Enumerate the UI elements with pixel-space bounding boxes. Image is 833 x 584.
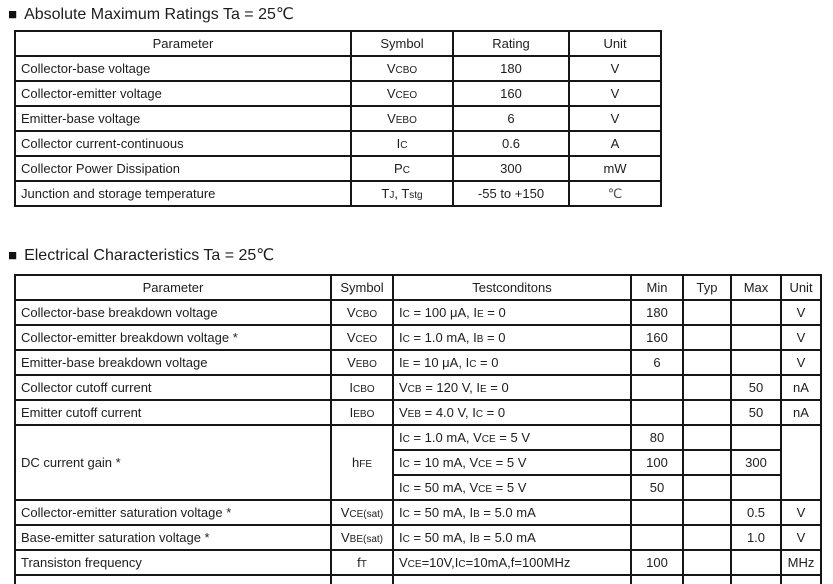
min-cell (631, 525, 683, 550)
symbol-cell: VBE(sat) (331, 525, 393, 550)
typ-cell (683, 375, 731, 400)
parameter-cell: Collector-emitter saturation voltage * (15, 500, 331, 525)
max-cell (731, 325, 781, 350)
section-title-electrical-characteristics (8, 245, 274, 265)
table-header-row (15, 31, 661, 56)
col-header-parameter: Parameter (15, 31, 351, 56)
parameter-cell: Junction and storage temperature (15, 181, 351, 206)
min-cell (631, 575, 683, 584)
table-row (15, 56, 661, 81)
rating-cell: -55 to +150 (453, 181, 569, 206)
unit-cell: V (781, 350, 821, 375)
unit-cell (781, 575, 821, 584)
unit-cell: A (569, 131, 661, 156)
symbol-cell: hFE (331, 425, 393, 500)
unit-cell: V (781, 525, 821, 550)
table-row (15, 106, 661, 131)
symbol-cell: VCE(sat) (331, 500, 393, 525)
symbol-cell: IC (351, 131, 453, 156)
table-row (15, 300, 821, 325)
min-cell: 50 (631, 475, 683, 500)
parameter-cell: Emitter-base voltage (15, 106, 351, 131)
symbol-cell: VCBO (331, 300, 393, 325)
typ-cell (683, 300, 731, 325)
parameter-cell: Collector-emitter voltage (15, 81, 351, 106)
table-row (15, 156, 661, 181)
unit-cell: V (569, 56, 661, 81)
unit-cell: MHz (781, 550, 821, 575)
table-row (15, 550, 821, 575)
min-cell (631, 375, 683, 400)
typ-cell (683, 500, 731, 525)
section-marker-icon: ■ (8, 5, 18, 23)
col-header-testconditions: Testconditons (393, 275, 631, 300)
rating-cell: 180 (453, 56, 569, 81)
table-row (15, 400, 821, 425)
max-cell: 50 (731, 375, 781, 400)
electrical-characteristics-table (14, 274, 822, 584)
table-row (15, 81, 661, 106)
unit-cell: mW (569, 156, 661, 181)
col-header-symbol: Symbol (331, 275, 393, 300)
min-cell: 6 (631, 350, 683, 375)
unit-cell: V (781, 325, 821, 350)
abs-max-ratings-table (14, 30, 662, 207)
rating-cell: 6 (453, 106, 569, 131)
parameter-cell: Collector-base voltage (15, 56, 351, 81)
testcond-cell: IC = 1.0 mA, VCE = 5 V (393, 425, 631, 450)
table-row (15, 500, 821, 525)
parameter-cell: Collector Power Dissipation (15, 156, 351, 181)
max-cell (731, 300, 781, 325)
symbol-cell: VEBO (351, 106, 453, 131)
testcond-cell: IC = 100 μA, IE = 0 (393, 300, 631, 325)
unit-cell: nA (781, 400, 821, 425)
max-cell: 300 (731, 450, 781, 475)
max-cell (731, 425, 781, 450)
typ-cell (683, 450, 731, 475)
col-header-parameter: Parameter (15, 275, 331, 300)
max-cell (731, 550, 781, 575)
symbol-cell: VCEO (331, 325, 393, 350)
symbol-cell (331, 575, 393, 584)
max-cell (731, 475, 781, 500)
testcond-cell: IC = 50 mA, IB = 5.0 mA (393, 500, 631, 525)
typ-cell (683, 575, 731, 584)
section-marker-icon: ■ (8, 246, 18, 264)
unit-cell (781, 425, 821, 500)
table-row (15, 425, 821, 450)
table-row (15, 525, 821, 550)
typ-cell (683, 425, 731, 450)
testcond-cell: IC = 50 mA, VCE = 5 V (393, 475, 631, 500)
unit-cell: V (781, 300, 821, 325)
parameter-cell: Emitter-base breakdown voltage (15, 350, 331, 375)
max-cell (731, 575, 781, 584)
section-title-text: Absolute Maximum Ratings Ta = 25℃ (24, 6, 294, 23)
testcond-cell: VCB = 120 V, IE = 0 (393, 375, 631, 400)
symbol-cell: VEBO (331, 350, 393, 375)
table-row (15, 375, 821, 400)
testcond-cell: VEB = 4.0 V, IC = 0 (393, 400, 631, 425)
table-row (15, 131, 661, 156)
unit-cell: V (569, 106, 661, 131)
rating-cell: 160 (453, 81, 569, 106)
parameter-cell: Emitter cutoff current (15, 400, 331, 425)
parameter-cell: DC current gain * (15, 425, 331, 500)
table-row-clipped (15, 575, 821, 584)
typ-cell (683, 475, 731, 500)
min-cell: 100 (631, 550, 683, 575)
symbol-cell: ICBO (331, 375, 393, 400)
table-row (15, 181, 661, 206)
min-cell (631, 400, 683, 425)
section-title-text: Electrical Characteristics Ta = 25℃ (24, 247, 275, 264)
symbol-cell: VCEO (351, 81, 453, 106)
rating-cell: 0.6 (453, 131, 569, 156)
parameter-cell (15, 575, 331, 584)
unit-cell: nA (781, 375, 821, 400)
table-row (15, 350, 821, 375)
testcond-cell: IC = 50 mA, IB = 5.0 mA (393, 525, 631, 550)
min-cell: 160 (631, 325, 683, 350)
symbol-cell: fT (331, 550, 393, 575)
parameter-cell: Collector-emitter breakdown voltage * (15, 325, 331, 350)
table-row (15, 325, 821, 350)
col-header-unit: Unit (781, 275, 821, 300)
col-header-max: Max (731, 275, 781, 300)
symbol-cell: IEBO (331, 400, 393, 425)
col-header-rating: Rating (453, 31, 569, 56)
max-cell (731, 350, 781, 375)
min-cell (631, 500, 683, 525)
max-cell: 50 (731, 400, 781, 425)
testcond-cell: IC = 10 mA, VCE = 5 V (393, 450, 631, 475)
testcond-cell: VCE=10V,IC=10mA,f=100MHz (393, 550, 631, 575)
symbol-cell: TJ, Tstg (351, 181, 453, 206)
symbol-cell: PC (351, 156, 453, 181)
rating-cell: 300 (453, 156, 569, 181)
min-cell: 180 (631, 300, 683, 325)
unit-cell: V (569, 81, 661, 106)
testcond-cell: IC = 1.0 mA, IB = 0 (393, 325, 631, 350)
col-header-min: Min (631, 275, 683, 300)
testcond-cell (393, 575, 631, 584)
min-cell: 100 (631, 450, 683, 475)
parameter-cell: Collector-base breakdown voltage (15, 300, 331, 325)
max-cell: 1.0 (731, 525, 781, 550)
col-header-typ: Typ (683, 275, 731, 300)
typ-cell (683, 350, 731, 375)
max-cell: 0.5 (731, 500, 781, 525)
section-title-absolute-maximum-ratings (8, 4, 294, 24)
parameter-cell: Base-emitter saturation voltage * (15, 525, 331, 550)
testcond-cell: IE = 10 μA, IC = 0 (393, 350, 631, 375)
table-header-row (15, 275, 821, 300)
typ-cell (683, 400, 731, 425)
parameter-cell: Collector current-continuous (15, 131, 351, 156)
unit-cell: V (781, 500, 821, 525)
col-header-symbol: Symbol (351, 31, 453, 56)
parameter-cell: Transiston frequency (15, 550, 331, 575)
symbol-cell: VCBO (351, 56, 453, 81)
min-cell: 80 (631, 425, 683, 450)
unit-cell: ℃ (569, 181, 661, 206)
col-header-unit: Unit (569, 31, 661, 56)
typ-cell (683, 550, 731, 575)
typ-cell (683, 525, 731, 550)
typ-cell (683, 325, 731, 350)
parameter-cell: Collector cutoff current (15, 375, 331, 400)
